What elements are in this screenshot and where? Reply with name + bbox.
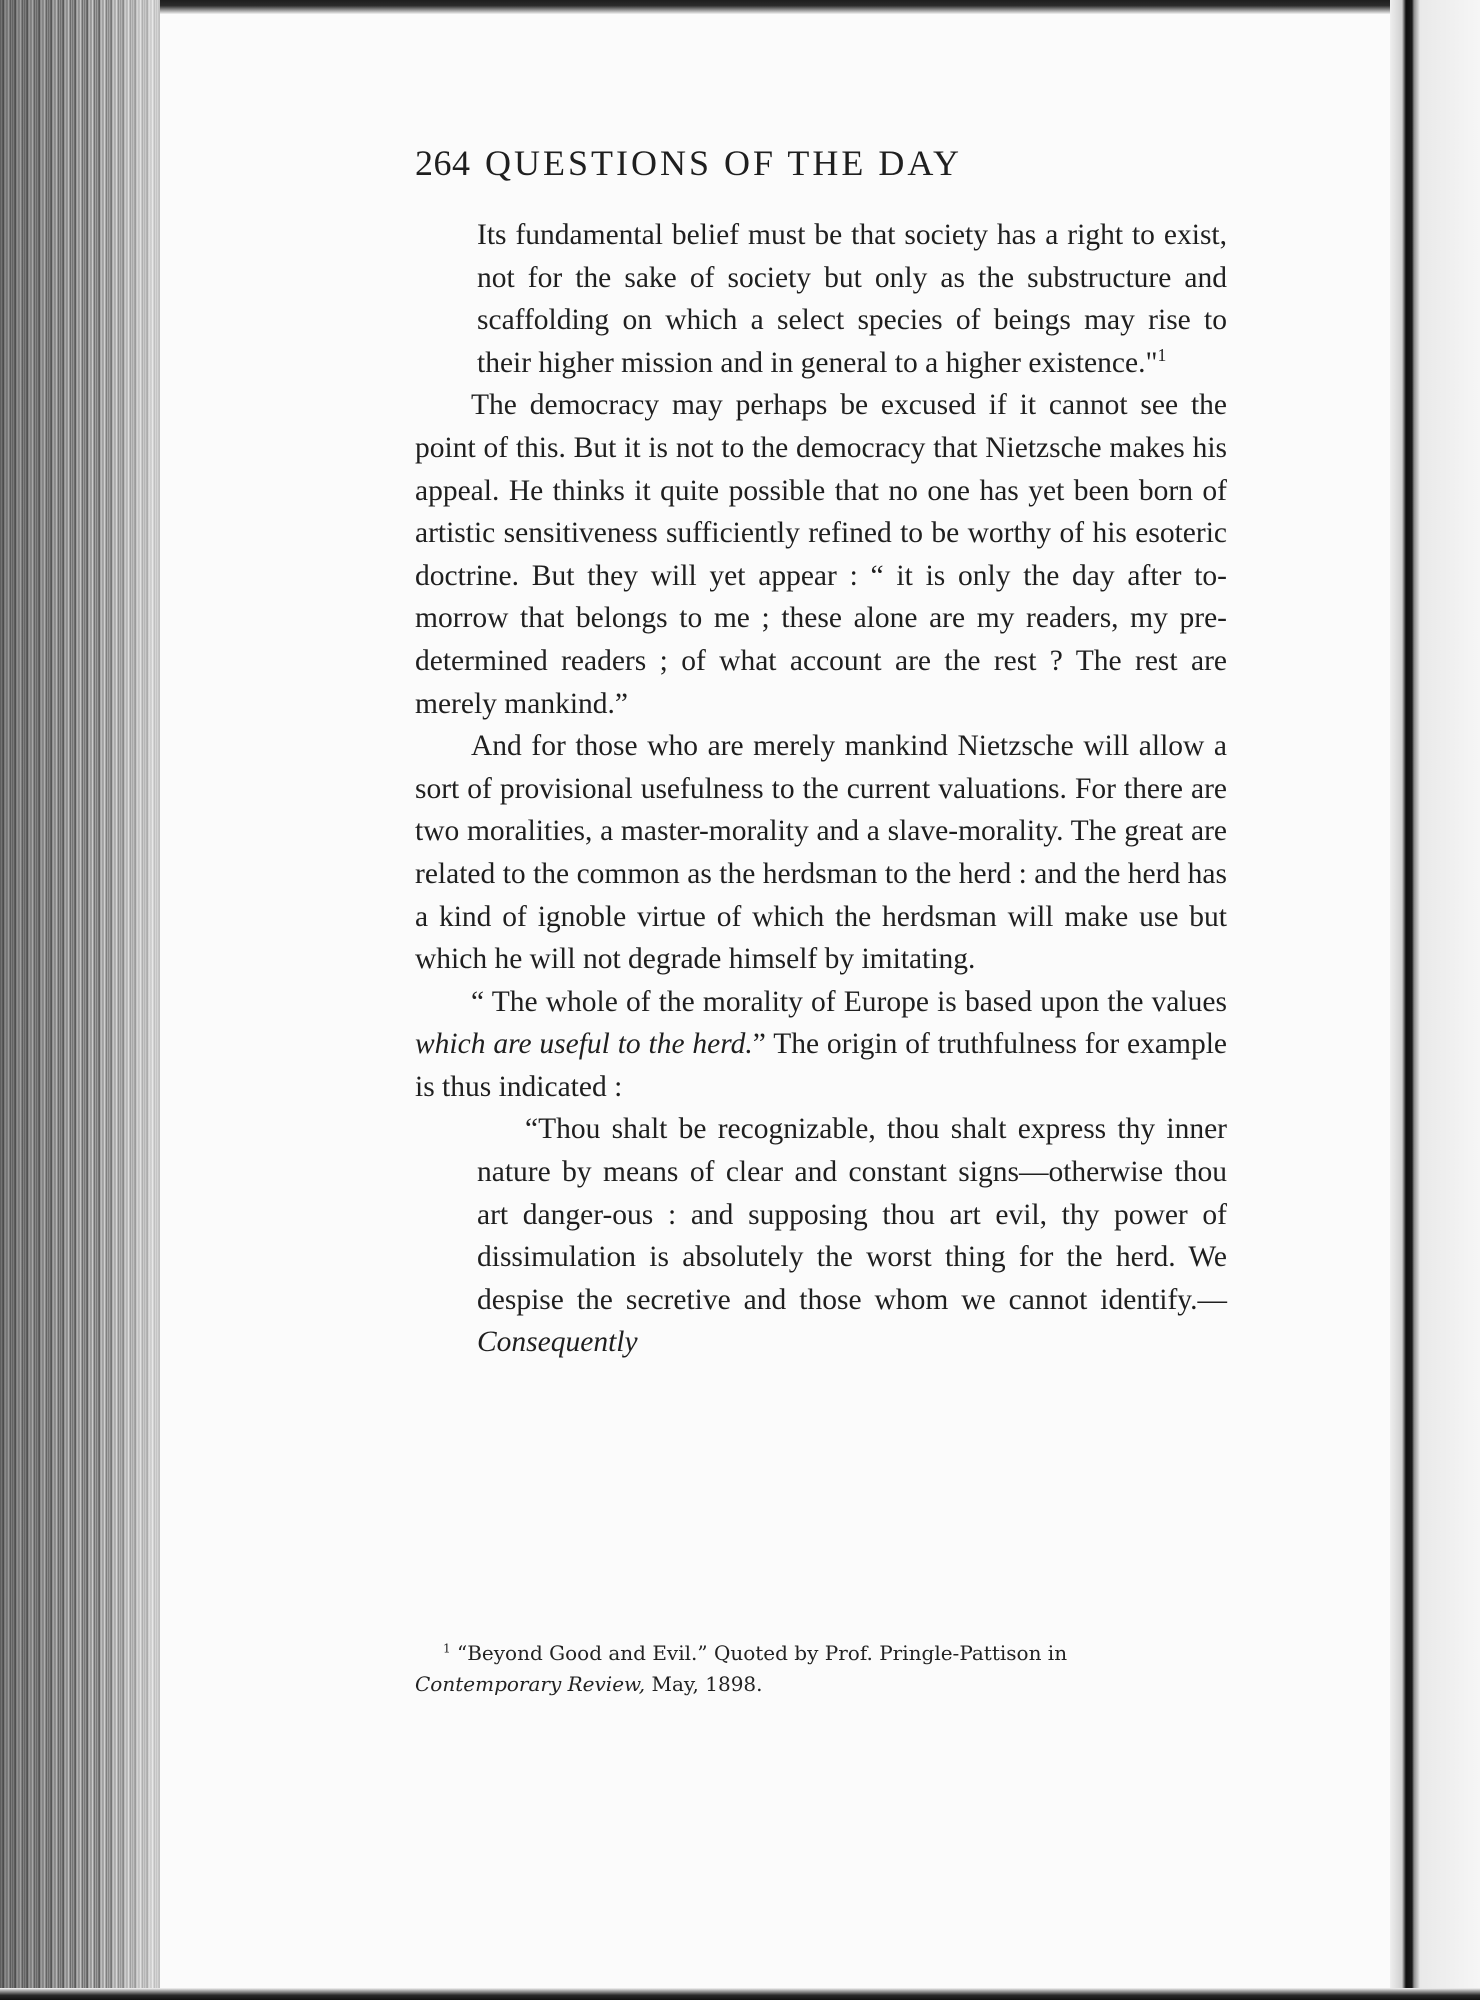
paragraph xyxy=(415,981,1227,1109)
footnote-marker: 1 xyxy=(443,1641,451,1656)
footnote-line xyxy=(415,1669,1227,1700)
paragraph-text: ” The origin of truthfulness for example is thus indicated : xyxy=(415,1028,1227,1103)
running-head xyxy=(415,142,1155,202)
paragraph: The democracy may perhaps be excused if it cannot see the point of this. But it is not to the democracy that Nietzsche makes his appeal. He thinks it quite possible that no one has yet been born of artistic sensitiveness sufficiently refined to be worthy of his esoteric doctrine. But they will yet appear : “ it is only the day after to-morrow that belongs to me ; these alone are my readers, my pre-determined readers ; of what account are the rest ? The rest are merely mankind.” xyxy=(415,389,1227,720)
emphasis: which are useful to the herd. xyxy=(415,1028,753,1061)
footnote xyxy=(415,1638,1227,1700)
running-title: QUESTIONS OF THE DAY xyxy=(485,143,963,183)
quotation-text: Its fundamental belief must be that society has a right to exist, not for the sake of society but only as the substructure and scaffolding on which a select species of beings may rise to their higher mission and in general to a higher existence." xyxy=(477,219,1227,379)
footnote-line xyxy=(415,1638,1227,1669)
book-page-edges xyxy=(0,0,160,2000)
body-text xyxy=(415,214,1227,1364)
footnote-date: May, 1898. xyxy=(651,1672,763,1696)
quotation-text: “Thou shalt be recognizable, thou shalt express thy inner nature by means of clear and constant signs—otherwise thou art danger-ous : and supposing thou art evil, thy power of dissimulation is absolutely the worst thing for the herd. We despise the secretive and those whom we cannot identify.— xyxy=(477,1113,1227,1316)
footnote-text: “Beyond Good and Evil.” Quoted by Prof. Pringle-Pattison in xyxy=(457,1641,1068,1665)
block-quotation xyxy=(415,1108,1227,1364)
footnote-journal: Contemporary Review, xyxy=(415,1672,646,1696)
footnote-reference: 1 xyxy=(1157,344,1167,365)
emphasis: Consequently xyxy=(477,1326,638,1359)
paragraph: And for those who are merely mankind Nietzsche will allow a sort of provisional usefulness to the current valuations. For there are two moralities, a master-morality and a slave-morality. The great are related to the common as the herdsman to the herd : and the herd has a kind of ignoble virtue of which the herdsman will make use but which he will not degrade himself by imitating. xyxy=(415,730,1227,976)
page-number: 264 xyxy=(415,143,471,183)
page xyxy=(160,14,1390,1988)
scan-right-edge xyxy=(1390,0,1480,2000)
scan-top-edge xyxy=(0,0,1480,14)
quotation-continuation xyxy=(415,214,1227,384)
scan-bottom-edge xyxy=(0,1988,1480,2000)
paragraph-text: “ The whole of the morality of Europe is based upon the values xyxy=(471,985,1227,1018)
